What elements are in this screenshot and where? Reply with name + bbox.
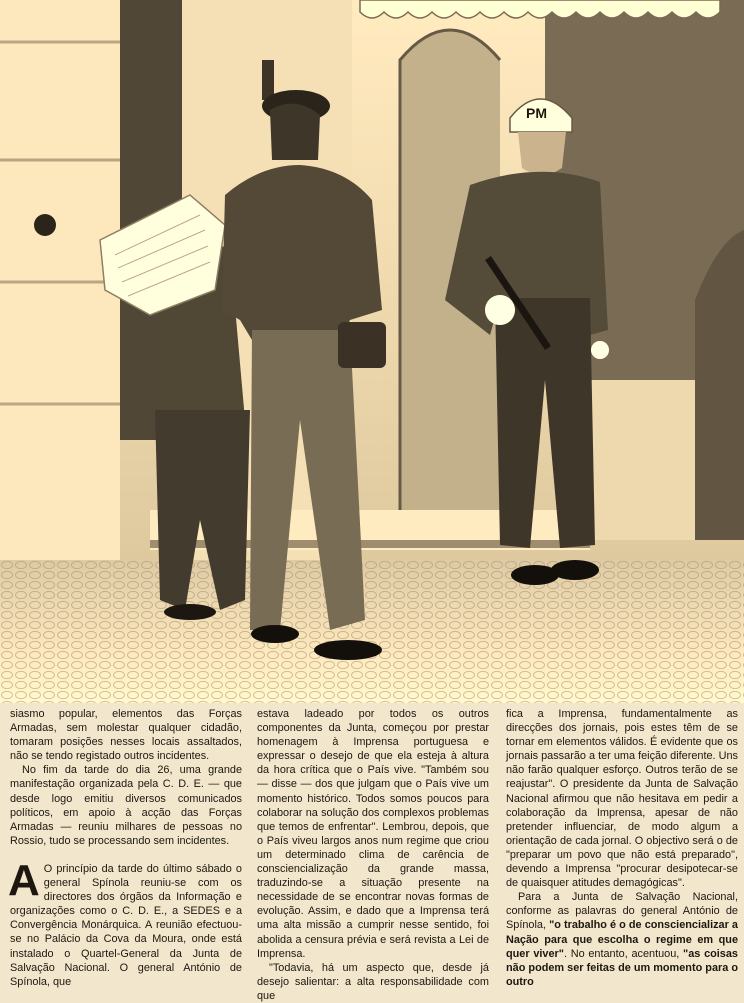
bold-quote: "o trabalho é o de consciencializar a Nação para que escolha o regime em que quer viver": [506, 919, 738, 960]
paragraph: siasmo popular, elementos das Forças Armadas, sem molestar qualquer cidadão, tomaram posições nesses locais assaltados, não se tendo registado outros incidentes.: [10, 708, 242, 763]
paragraph: fica a Imprensa, fundamentalmente as direcções dos jornais, pois estes têm de se tornar em elementos válidos. É evidente que os jornais passarão a ter uma feição diferente. Uns não farão qualquer esforço. Outros terão de se reajustar". O presidente da Junta de Salvação Nacional afirmou que não hesitava em pedir a colaboração da Imprensa, apesar de não pretender influenciar, de modo algum a orientação de cada jornal. O objectivo será o de "preparar um povo que não está preparado", devendo a Imprensa "procurar desipotecar-se de quaisquer atitudes demagógicas".: [506, 708, 738, 890]
paragraph-text: Para a Junta de Salvação Nacional, conforme as palavras do general António de Spínola,: [506, 891, 738, 932]
article-column-2: [257, 707, 489, 1003]
bold-quote: "as coisas não podem ser feitas de um momento para o outro: [506, 947, 738, 988]
paragraph-text: O princípio da tarde do último sábado o general Spínola reuniu-se com os directores dos órgãos da Informação e organizações como o C. D. E., a SEDES e a Convergência Monárquica. A reunião efectuou-se no Palácio da Cova da Moura, onde está instalado o Quartel-General da Junta de Salvação Nacional. O general António de Spínola, que: [10, 862, 242, 988]
drop-cap: A: [8, 855, 40, 905]
paragraph: estava ladeado por todos os outros componentes da Junta, começou por prestar homenagem à Imprensa portuguesa e expressar o desejo de que ela esteja à altura da hora crítica que o País vive. "Também sou — disse — dos que julgam que o País vive um momento histórico. Todos somos poucos para colaborar na solução dos complexos problemas que temos de enfrentar". Lembrou, depois, que o País viveu largos anos num regime que criou um determinado clima de carência de consciencialização da grande massa, traduzindo-se a situação presente na necessidade de se encontrar novas formas de evolução. Assim, e dado que a Imprensa terá uma alta missão a cumprir nesse sentido, foi abolida a censura prévia e será revista a Lei de Imprensa.: [257, 708, 489, 960]
paragraph: "Todavia, há um aspecto que, desde já desejo salientar: a alta responsabilidade com que: [257, 961, 489, 1002]
paragraph-lead: [8, 855, 242, 989]
article-column-3: [506, 707, 738, 989]
paragraph: No fim da tarde do dia 26, uma grande manifestação organizada pela C. D. E. — que desde logo emitiu diversos comunicados políticos, em apoio à acção das Forças Armadas — reuniu milhares de pessoas no Rossio, tudo se processando sem incidentes.: [10, 764, 242, 847]
article-body: [8, 707, 738, 1002]
article-column-1: [10, 707, 242, 989]
helmet-pm-label: PM: [526, 105, 547, 121]
paragraph-text: . No entanto, acentuou,: [563, 947, 684, 960]
paragraph: [506, 890, 738, 989]
